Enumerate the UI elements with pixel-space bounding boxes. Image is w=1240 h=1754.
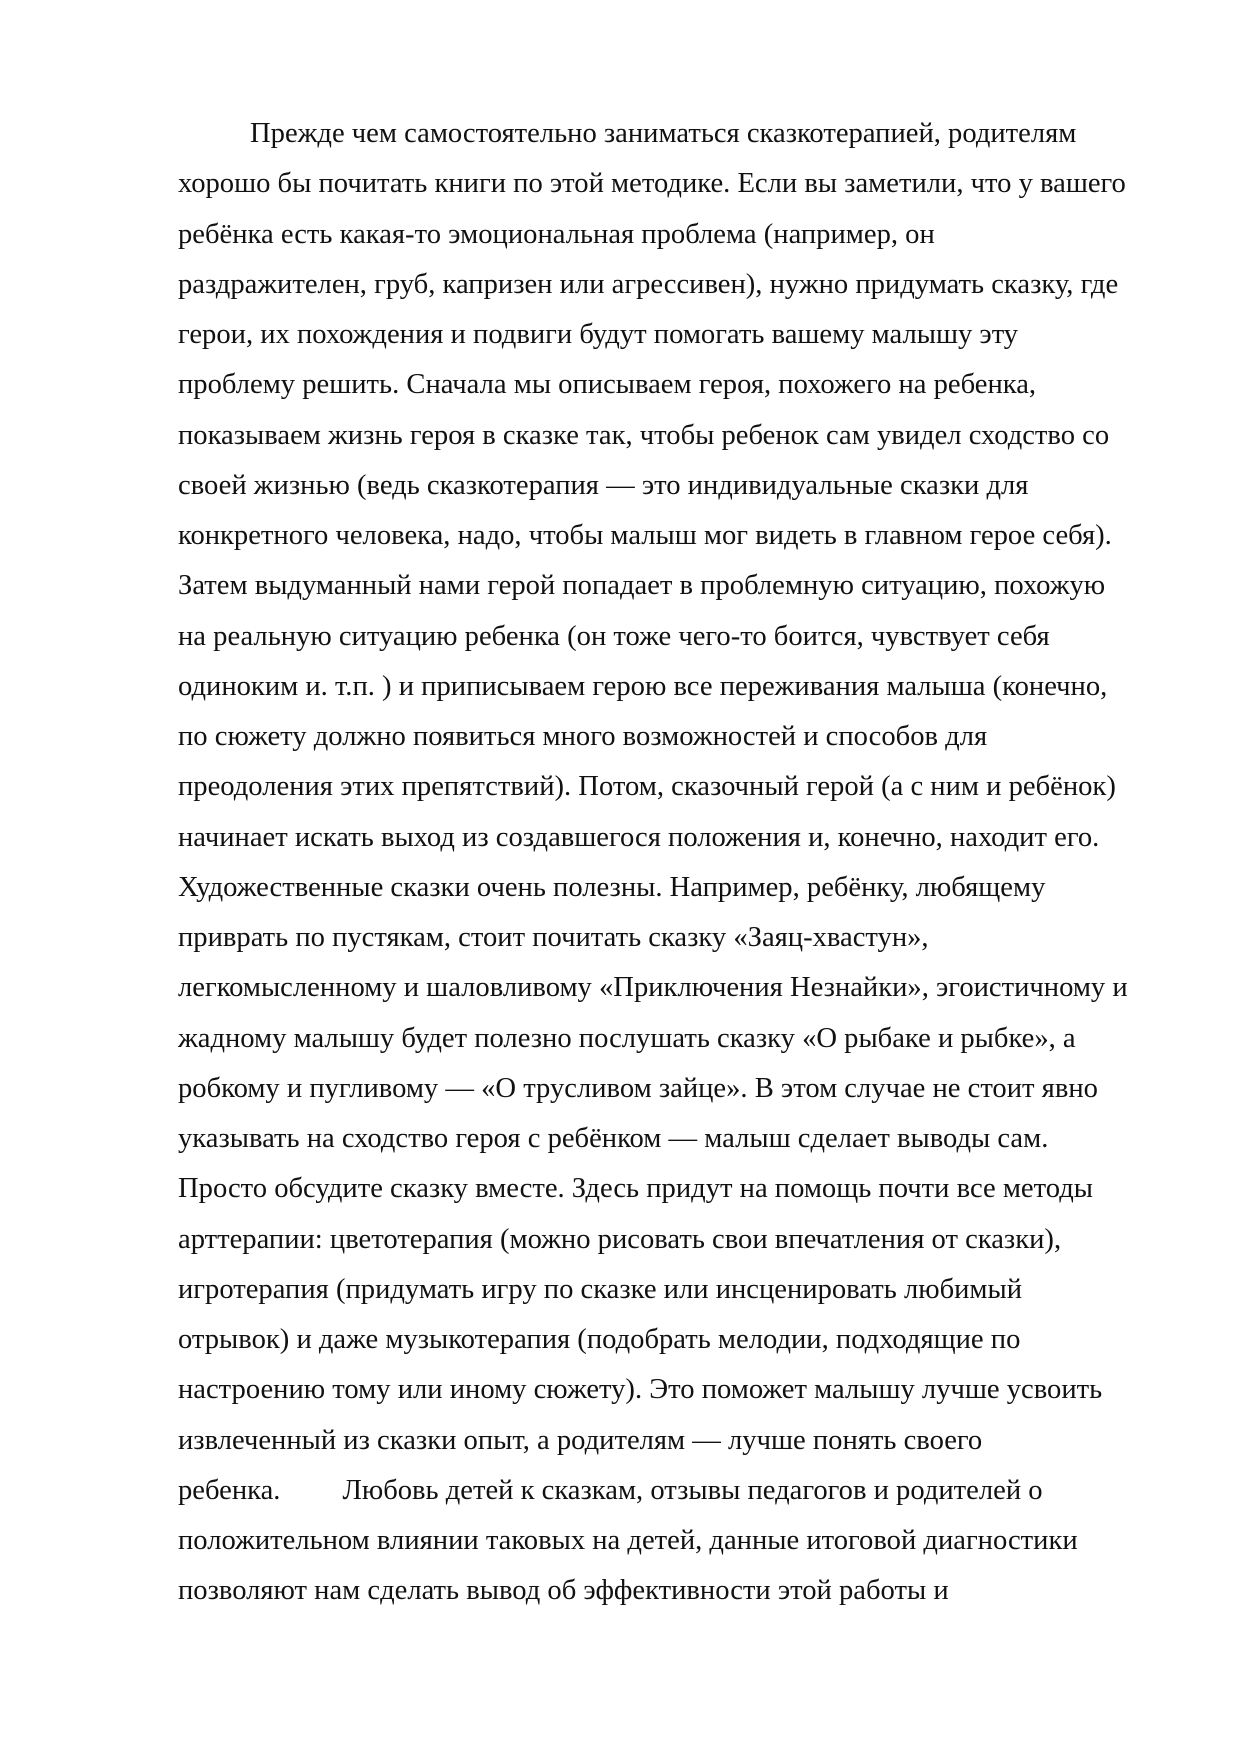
paragraph-1-line: хорошо бы почитать книги по этой методике. Если вы заметили, что у вашего — [178, 168, 1126, 200]
paragraph-1-line: Просто обсудите сказку вместе. Здесь придут на помощь почти все методы — [178, 1173, 1093, 1205]
paragraph-2-first-line: Любовь детей к сказкам, отзывы педагогов и родителей о — [342, 1474, 1043, 1506]
paragraph-1-line: Затем выдуманный нами герой попадает в проблемную ситуацию, похожую — [178, 570, 1106, 602]
paragraph-1-line: настроению тому или иному сюжету). Это поможет малышу лучше усвоить — [178, 1374, 1103, 1406]
paragraph-1-line: робкому и пугливому — «О трусливом зайце». В этом случае не стоит явно — [178, 1072, 1098, 1104]
paragraph-1-line: раздражителен, груб, капризен или агрессивен), нужно придумать сказку, где — [178, 268, 1119, 300]
paragraph-1-line: показываем жизнь героя в сказке так, чтобы ребенок сам увидел сходство со — [178, 419, 1110, 451]
paragraph-1-line: арттерапии: цветотерапия (можно рисовать свои впечатления от сказки), — [178, 1223, 1062, 1255]
paragraph-1-line: преодоления этих препятствий). Потом, сказочный герой (а с ним и ребёнок) — [178, 771, 1116, 803]
paragraph-1-line: одиноким и. т.п. ) и приписываем герою все переживания малыша (конечно, — [178, 670, 1108, 702]
body-text — [178, 109, 1168, 1617]
paragraph-1-line: Художественные сказки очень полезны. Например, ребёнку, любящему — [178, 871, 1046, 903]
paragraph-1-line: указывать на сходство героя с ребёнком — малыш сделает выводы сам. — [178, 1123, 1049, 1154]
paragraph-1-line: проблему решить. Сначала мы описываем героя, похожего на ребенка, — [178, 369, 1037, 401]
paragraph-1-line: извлеченный из сказки опыт, а родителям — лучше понять своего — [178, 1424, 983, 1456]
paragraph-2-line: положительном влиянии таковых на детей, данные итоговой диагностики — [178, 1525, 1078, 1556]
paragraph-1-closing-fragment: ребенка. — [178, 1474, 281, 1506]
paragraph-1-line: жадному малышу будет полезно послушать сказку «О рыбаке и рыбке», а — [178, 1022, 1076, 1054]
paragraph-1-line: на реальную ситуацию ребенка (он тоже чего-то боится, чувствует себя — [178, 620, 1050, 652]
paragraph-1-line: по сюжету должно появиться много возможностей и способов для — [178, 721, 988, 752]
paragraph-1-line: Прежде чем самостоятельно заниматься сказкотерапией, родителям — [250, 118, 1077, 149]
paragraph-1-line: отрывок) и даже музыкотерапия (подобрать мелодии, подходящие по — [178, 1324, 1021, 1355]
mixed-paragraph-line — [178, 1466, 1168, 1516]
paragraph-1-line: герои, их похождения и подвиги будут помогать вашему малышу эту — [178, 319, 1019, 350]
paragraph-2-line: позволяют нам сделать вывод об эффективности этой работы и — [178, 1575, 949, 1607]
paragraph-1-line: своей жизнью (ведь сказкотерапия — это индивидуальные сказки для — [178, 469, 1029, 501]
paragraph-1-line: легкомысленному и шаловливому «Приключения Незнайки», эгоистичному и — [178, 972, 1128, 1004]
paragraph-1-line: конкретного человека, надо, чтобы малыш мог видеть в главном герое себя). — [178, 520, 1112, 551]
paragraph-1-line: ребёнка есть какая-то эмоциональная проблема (например, он — [178, 218, 935, 250]
paragraph-1-line: начинает искать выход из создавшегося положения и, конечно, находит его. — [178, 821, 1100, 853]
paragraph-1-line: приврать по пустякам, стоит почитать сказку «Заяц-хвастун», — [178, 922, 929, 953]
paragraph-1-line: игротерапия (придумать игру по сказке или инсценировать любимый — [178, 1273, 1023, 1305]
